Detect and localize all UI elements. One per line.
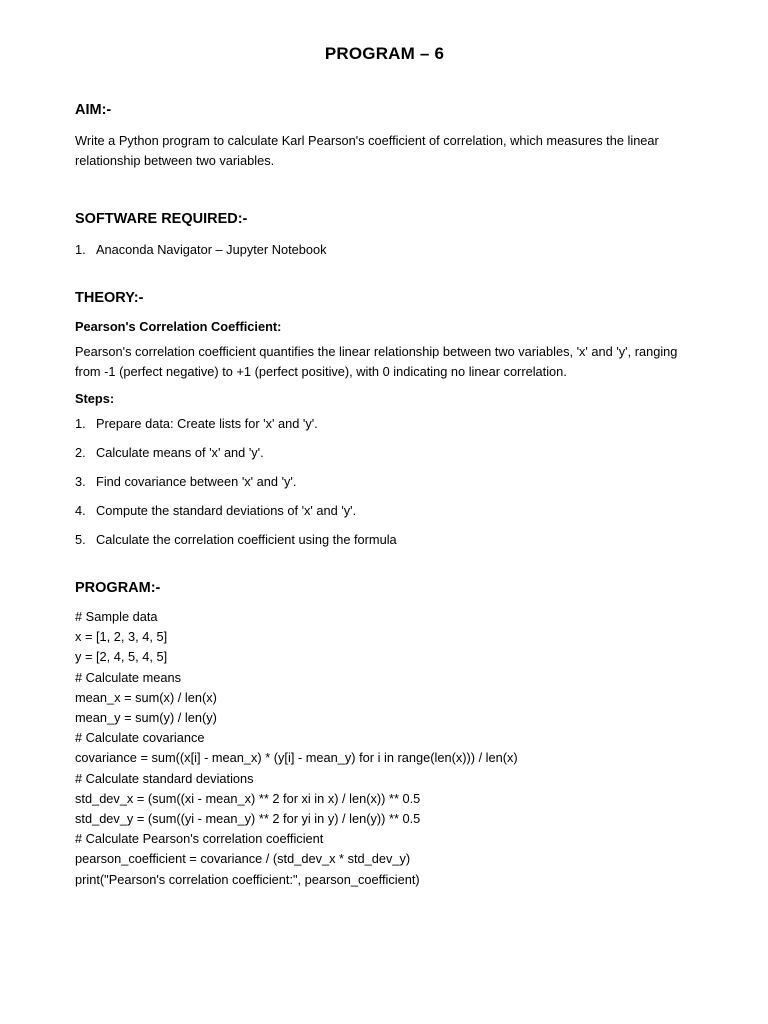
code-line: print("Pearson's correlation coefficient:", pearson_coefficient)	[75, 871, 420, 887]
list-number: 5.	[75, 532, 86, 547]
list-item	[75, 443, 694, 463]
list-number: 2.	[75, 445, 86, 460]
program-heading: PROGRAM:-	[75, 580, 161, 596]
list-text: Compute the standard deviations of 'x' and 'y'.	[96, 503, 357, 518]
steps-label: Steps:	[75, 391, 115, 406]
theory-description: Pearson's correlation coefficient quantifies the linear relationship between two variables, 'x' and 'y', ranging from -1 (perfect negative) to +1 (perfect positive), with 0 indicating no linear correlation.	[75, 344, 678, 379]
code-line: # Calculate Pearson's correlation coefficient	[75, 831, 324, 847]
code-line: # Calculate standard deviations	[75, 770, 254, 786]
steps-list	[75, 414, 694, 550]
theory-heading: THEORY:-	[75, 290, 144, 306]
list-text: Calculate means of 'x' and 'y'.	[96, 445, 264, 460]
list-number: 1.	[75, 242, 86, 257]
code-line: # Sample data	[75, 609, 158, 624]
aim-section	[75, 102, 694, 171]
code-line: std_dev_y = (sum((yi - mean_y) ** 2 for yi in y) / len(y)) ** 0.5	[75, 811, 421, 827]
code-line: y = [2, 4, 5, 4, 5]	[75, 649, 168, 665]
code-line: mean_x = sum(x) / len(x)	[75, 689, 217, 705]
aim-text: Write a Python program to calculate Karl Pearson's coefficient of correlation, which measures the linear relationship between two variables.	[75, 133, 659, 168]
list-item	[75, 240, 694, 260]
code-line: covariance = sum((x[i] - mean_x) * (y[i] - mean_y) for i in range(len(x))) / len(x)	[75, 750, 518, 766]
program-section	[75, 580, 694, 890]
list-number: 1.	[75, 416, 86, 431]
theory-subheading: Pearson's Correlation Coefficient:	[75, 319, 282, 334]
software-list	[75, 240, 694, 260]
software-section	[75, 211, 694, 260]
code-line: std_dev_x = (sum((xi - mean_x) ** 2 for xi in x) / len(x)) ** 0.5	[75, 790, 421, 806]
list-number: 4.	[75, 503, 86, 518]
software-heading: SOFTWARE REQUIRED:-	[75, 211, 248, 227]
page-title: PROGRAM – 6	[324, 44, 445, 63]
code-block	[75, 607, 694, 890]
code-line: x = [1, 2, 3, 4, 5]	[75, 629, 168, 645]
list-text: Prepare data: Create lists for 'x' and 'y'.	[96, 416, 318, 431]
code-line: # Calculate means	[75, 669, 181, 685]
list-item	[75, 501, 694, 521]
list-text: Find covariance between 'x' and 'y'.	[96, 474, 297, 489]
aim-heading: AIM:-	[75, 102, 112, 118]
theory-section	[75, 290, 694, 550]
list-item	[75, 472, 694, 492]
list-number: 3.	[75, 474, 86, 489]
list-item	[75, 414, 694, 434]
code-line: pearson_coefficient = covariance / (std_dev_x * std_dev_y)	[75, 851, 411, 867]
list-text: Anaconda Navigator – Jupyter Notebook	[96, 242, 327, 257]
code-line: # Calculate covariance	[75, 730, 205, 746]
code-line: mean_y = sum(y) / len(y)	[75, 710, 217, 726]
list-item	[75, 530, 694, 550]
list-text: Calculate the correlation coefficient using the formula	[96, 532, 397, 547]
